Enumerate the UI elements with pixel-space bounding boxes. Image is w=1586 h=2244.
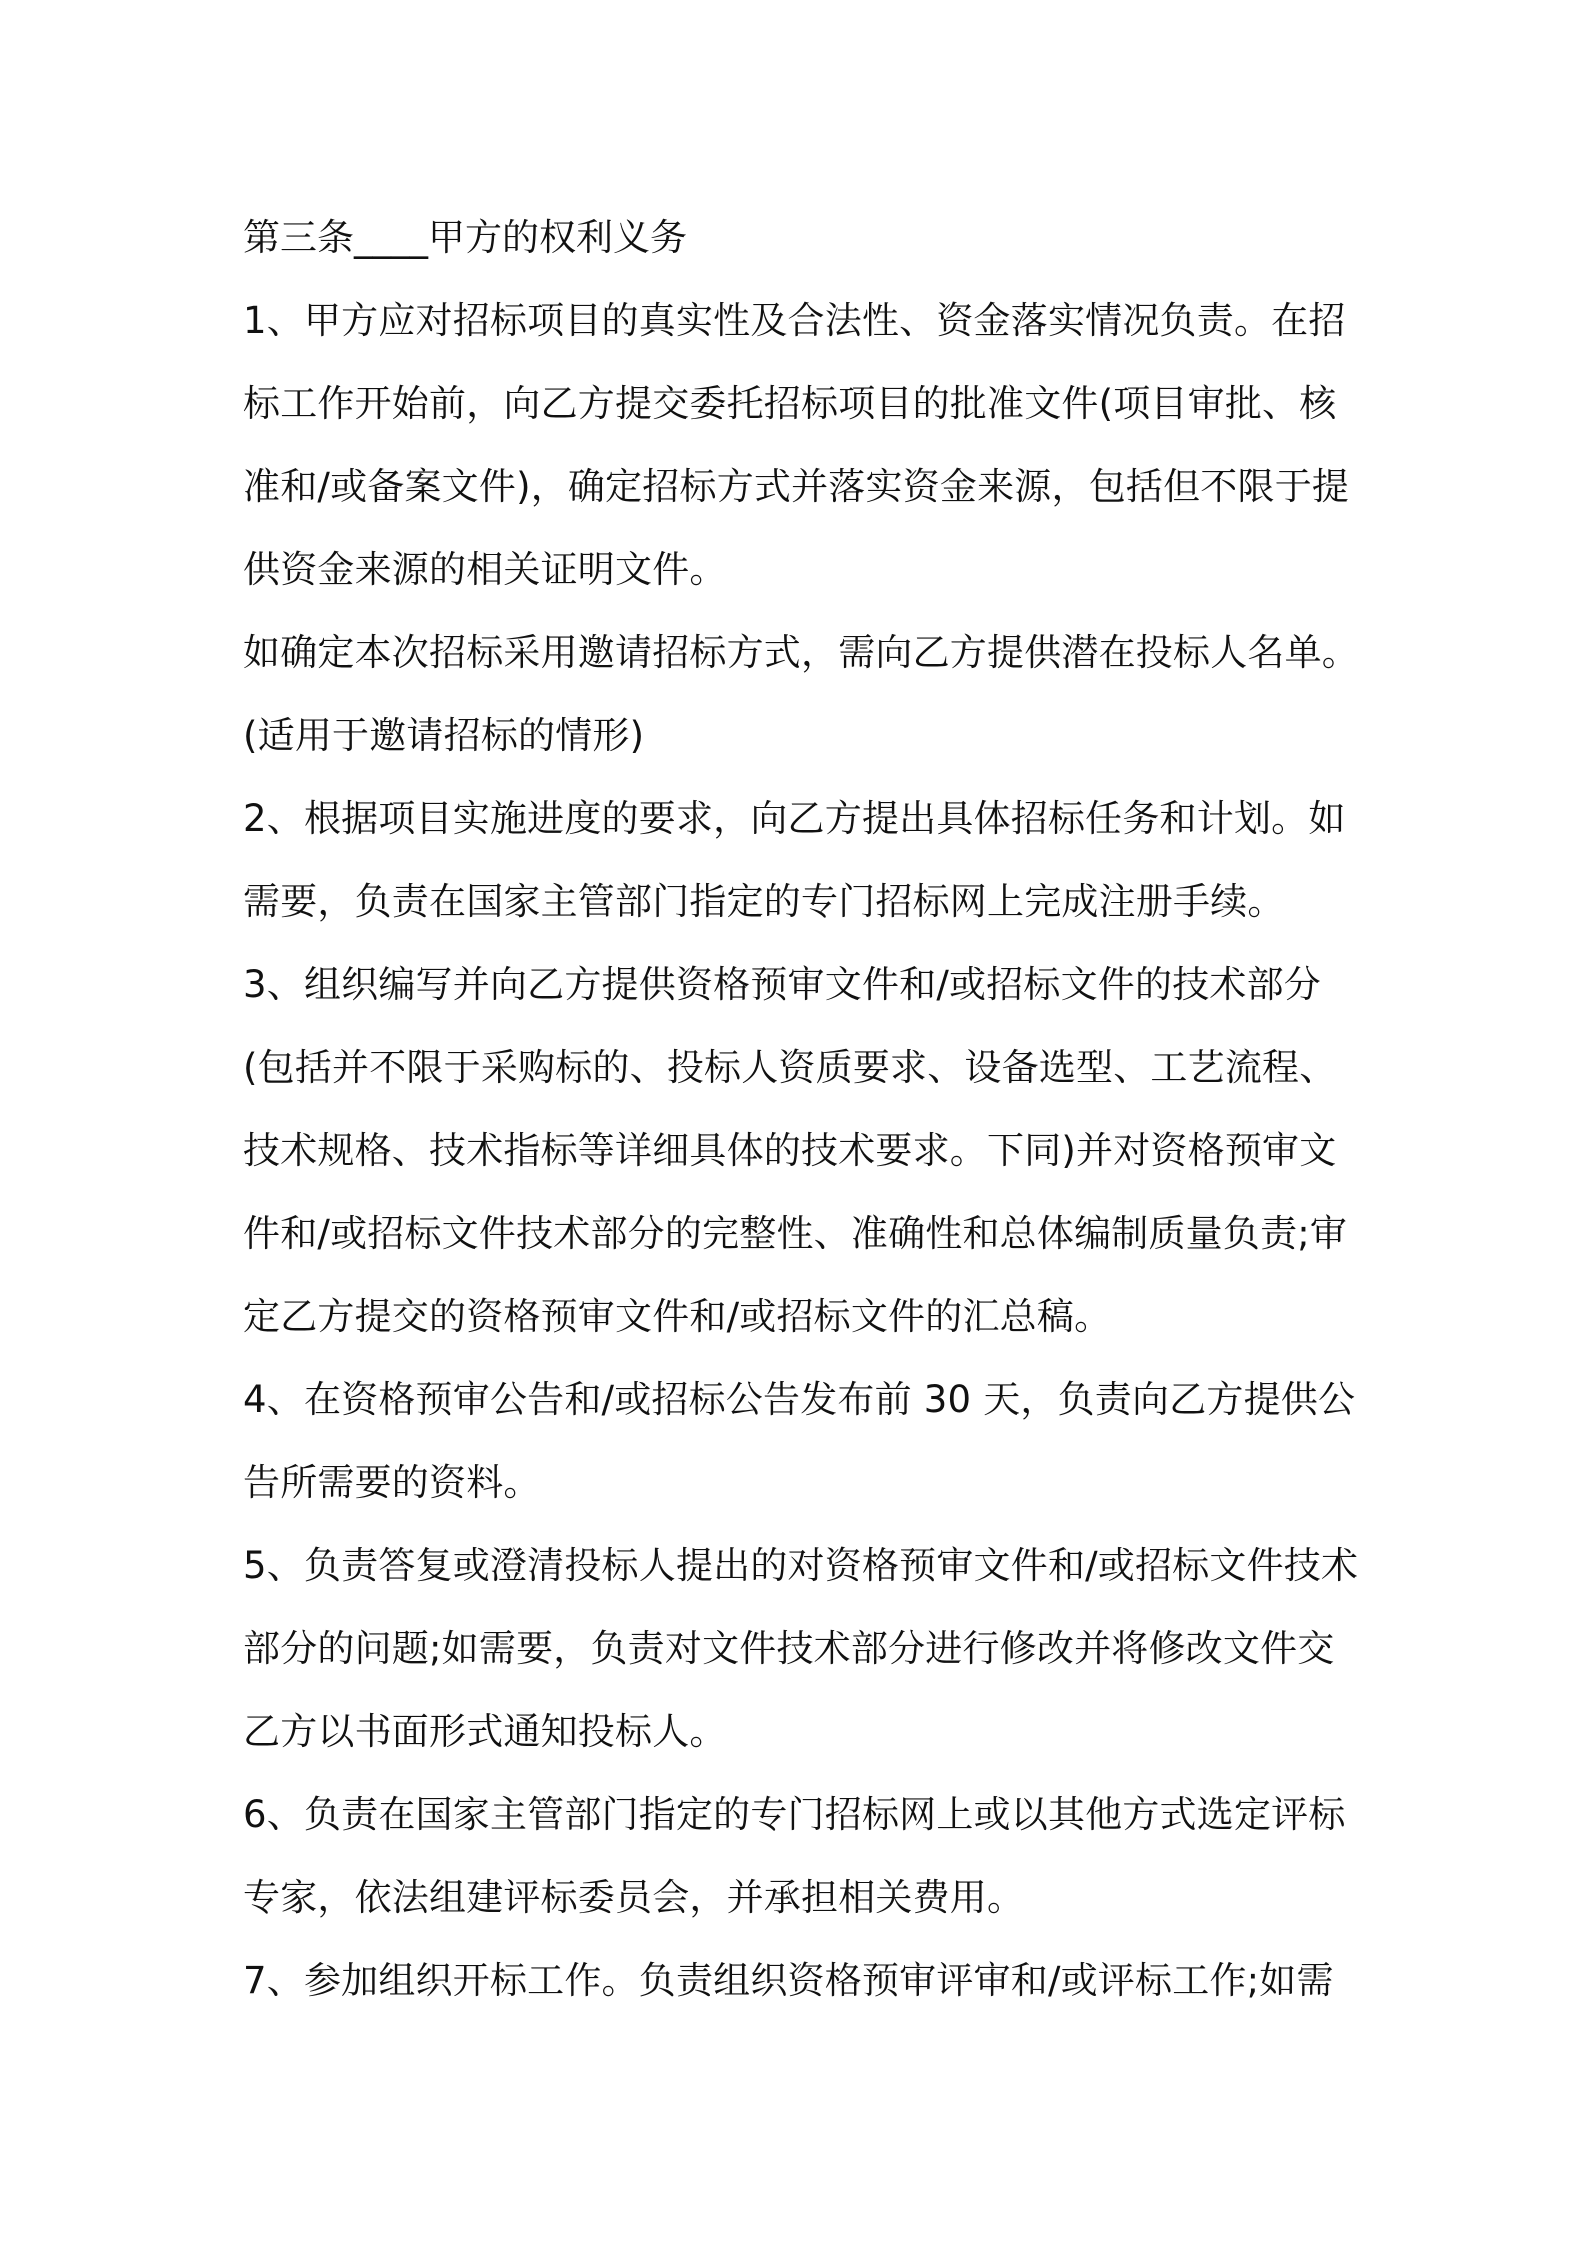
document-body [243, 196, 1363, 2022]
text-line: 6、负责在国家主管部门指定的专门招标网上或以其他方式选定评标 [243, 1793, 1346, 1836]
text-line: 部分的问题;如需要，负责对文件技术部分进行修改并将修改文件交 [243, 1627, 1335, 1670]
text-line: 件和/或招标文件技术部分的完整性、准确性和总体编制质量负责;审 [243, 1212, 1348, 1255]
text-line: 7、参加组织开标工作。负责组织资格预审评审和/或评标工作;如需 [243, 1959, 1334, 2002]
text-line: 告所需要的资料。 [243, 1461, 541, 1504]
text-line: 2、根据项目实施进度的要求，向乙方提出具体招标任务和计划。如 [243, 797, 1346, 840]
text-line: (包括并不限于采购标的、投标人资质要求、设备选型、工艺流程、 [243, 1046, 1337, 1089]
text-line: 4、在资格预审公告和/或招标公告发布前 30 天，负责向乙方提供公 [243, 1378, 1356, 1421]
text-line: 准和/或备案文件)，确定招标方式并落实资金来源，包括但不限于提 [243, 465, 1350, 508]
text-line: (适用于邀请招标的情形) [243, 714, 645, 757]
text-line: 标工作开始前，向乙方提交委托招标项目的批准文件(项目审批、核 [243, 382, 1337, 425]
text-line: 3、组织编写并向乙方提供资格预审文件和/或招标文件的技术部分 [243, 963, 1322, 1006]
text-line: 技术规格、技术指标等详细具体的技术要求。下同)并对资格预审文 [243, 1129, 1337, 1172]
text-line: 乙方以书面形式通知投标人。 [243, 1710, 727, 1753]
article-heading: 第三条____甲方的权利义务 [243, 216, 687, 259]
text-line: 供资金来源的相关证明文件。 [243, 548, 727, 591]
text-line: 如确定本次招标采用邀请招标方式，需向乙方提供潜在投标人名单。 [243, 631, 1359, 674]
text-line: 1、甲方应对招标项目的真实性及合法性、资金落实情况负责。在招 [243, 299, 1346, 342]
text-line: 需要，负责在国家主管部门指定的专门招标网上完成注册手续。 [243, 880, 1285, 923]
text-line: 专家，依法组建评标委员会，并承担相关费用。 [243, 1876, 1025, 1919]
text-line: 定乙方提交的资格预审文件和/或招标文件的汇总稿。 [243, 1295, 1112, 1338]
text-line: 5、负责答复或澄清投标人提出的对资格预审文件和/或招标文件技术 [243, 1544, 1359, 1587]
